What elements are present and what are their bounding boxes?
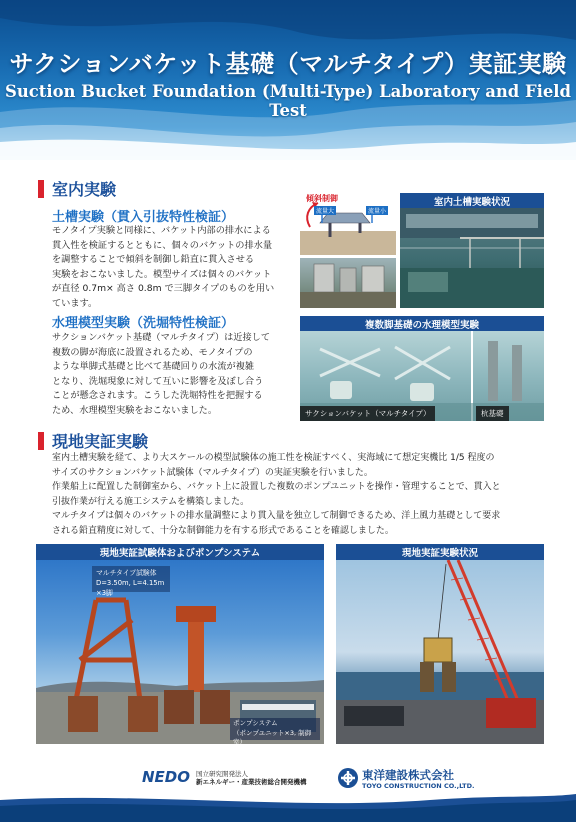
field-experiment-photo — [336, 560, 544, 744]
spec-label-box — [92, 566, 170, 597]
caption-pile-foundation: 杭基礎 — [476, 406, 509, 421]
nedo-subtitle-2: 新エネルギー・産業技術総合開発機構 — [196, 778, 307, 786]
tilt-control-diagram — [300, 193, 396, 255]
pump-title: ポンプシステム — [233, 719, 278, 727]
toyo-company-name-en: TOYO CONSTRUCTION CO.,LTD. — [362, 782, 475, 790]
nedo-logo: NEDO — [142, 768, 191, 786]
paragraph-field: 室内土槽実験を経て、より大スケールの模型試験体の施工性を検証すべく、実海域にて想定実機比 1/5 程度の サイズのサクションバケット試験体（マルチタイプ）の実証実験を行いました。 作業船上に配置した制御室から、バケット上に設置した複数のポンプユニットを操作・管理することで、貫入と 引抜作業が行える施工システムを構築しました。 マルチタイプは個々のバケットの排水量調整により貫入量を独立して制御できるため、洋上風力基礎として要求 される鉛直精度に対して、十分な制御能力を有する形式であることを確認しました。 — [52, 453, 501, 536]
photo-title-hydraulic: 複数脚基礎の水理模型実験 — [300, 316, 544, 331]
label-flow-small: 流量小 — [368, 208, 387, 215]
section-title-indoor — [38, 177, 116, 200]
photo-title-tank: 室内土槽実験状況 — [400, 193, 544, 208]
label-flow-big: 流量大 — [316, 208, 335, 215]
toyo-logo-icon — [337, 767, 359, 789]
pump-label-box — [230, 718, 320, 746]
caption-multi-type: サクションバケット（マルチタイプ） — [300, 406, 435, 421]
photo-title-field-left: 現地実証試験体およびポンプシステム — [36, 544, 324, 560]
section-title-field — [38, 429, 148, 452]
header-banner — [0, 0, 576, 160]
tank-experiment-photo — [400, 208, 544, 308]
spec-title: マルチタイプ試験体 — [96, 569, 157, 577]
section-title-text: 室内実験 — [52, 180, 117, 199]
paragraph-tank: モノタイプ実験と同様に、バケット内部の排水による 貫入性を検証するとともに、個々のバケットの排水量 を調整することで傾斜を制御し鉛直に貫入させる 実験をおこないました。模型サイズは個々のバケット が直径 0.7m× 高さ 0.8m で三脚タイプのものを用い ています。 — [52, 225, 275, 309]
paragraph-hydraulic: サクションバケット基礎（マルチタイプ）は近接して 複数の脚が海底に設置されるため、モノタイプの ような単脚式基礎と比べて基礎回りの水流が複雑 となり、洗堀現象に対して互いに影響を及ぼし合う ことが懸念されます。こうした洗堀特性を把握する ため、水理模型実験をおこないました。 — [52, 332, 271, 416]
subsection-title-tank: 土槽実験（貫入引抜特性検証） — [52, 210, 235, 225]
section-marker — [38, 180, 44, 198]
toyo-company-name-jp: 東洋建設株式会社 — [362, 768, 454, 782]
section-title-text: 現地実証実験 — [52, 432, 149, 451]
page-title-en: Suction Bucket Foundation (Multi-Type) Laboratory and Field Test — [5, 82, 571, 120]
photo-title-field-right: 現地実証実験状況 — [336, 544, 544, 560]
spec-dimensions: D=3.50m, L=4.15m ×3脚 — [96, 579, 165, 597]
nedo-subtitle-1: 国立研究開発法人 — [196, 770, 248, 778]
field-specimen-photo — [36, 560, 324, 744]
pump-detail: （ポンプユニット×3, 制御室） — [233, 728, 312, 746]
wave-decoration — [0, 0, 576, 160]
page-title-jp: サクションバケット基礎（マルチタイプ）実証実験 — [9, 50, 567, 78]
section-marker — [38, 432, 44, 450]
label-tilt-control: 傾斜制御 — [306, 194, 338, 203]
subsection-title-hydraulic: 水理模型実験（洗堀特性検証） — [52, 316, 235, 331]
bucket-model-photo — [300, 258, 396, 308]
